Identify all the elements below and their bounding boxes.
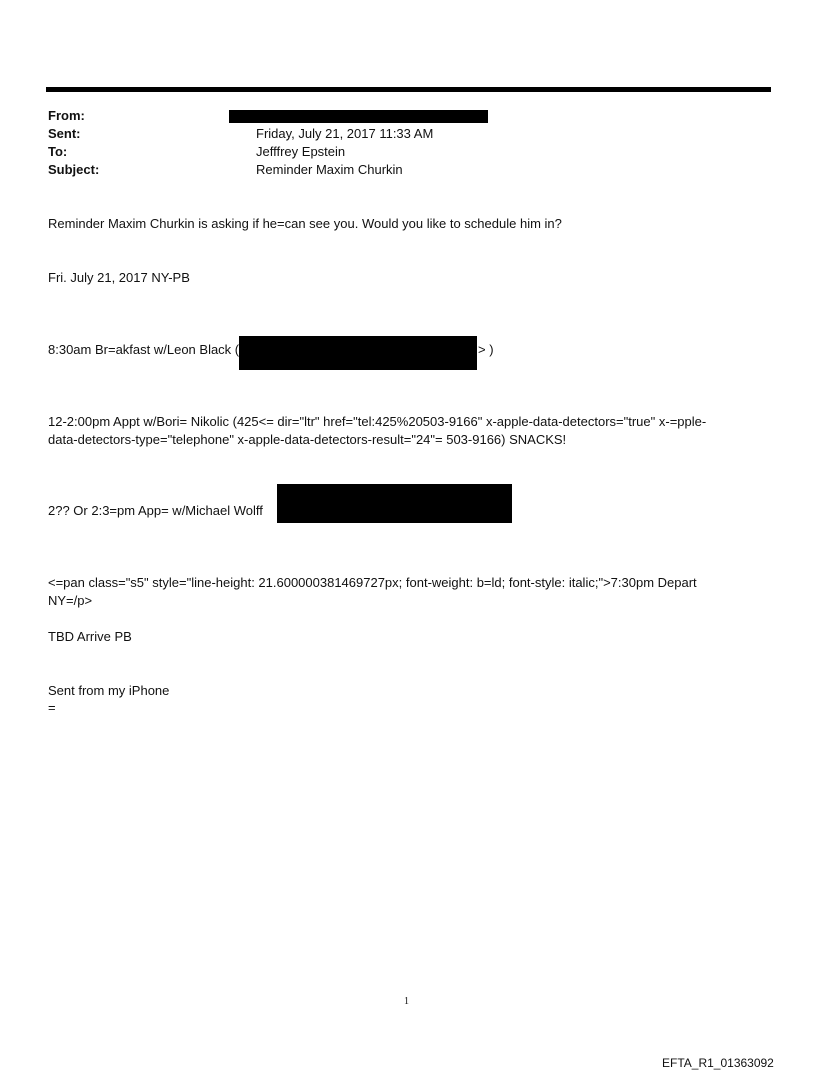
breakfast-redaction xyxy=(239,336,477,370)
body-span-line-1: <=pan class="s5" style="line-height: 21.600000381469727px; font-weight: b=ld; font-style: italic;">7:30pm Depart xyxy=(48,575,697,590)
wolff-redaction xyxy=(277,484,512,523)
body-reminder-line: Reminder Maxim Churkin is asking if he=can see you. Would you like to schedule him in? xyxy=(48,216,562,231)
sent-value: Friday, July 21, 2017 11:33 AM xyxy=(256,126,434,141)
to-label: To: xyxy=(48,144,68,159)
page-number: 1 xyxy=(404,996,409,1007)
body-appt-line-1: 12-2:00pm Appt w/Bori= Nikolic (425<= dir="ltr" href="tel:425%20503-9166" x-apple-data-detectors="true" x-=pple- xyxy=(48,414,707,429)
from-redaction xyxy=(229,110,488,123)
body-span-line-2: NY=/p> xyxy=(48,593,93,608)
body-arrive-line: TBD Arrive PB xyxy=(48,629,132,644)
body-date-line: Fri. July 21, 2017 NY-PB xyxy=(48,270,190,285)
document-id: EFTA_R1_01363092 xyxy=(662,1056,774,1070)
from-label: From: xyxy=(48,108,85,123)
header-rule xyxy=(46,87,771,92)
body-trailing-equals: = xyxy=(48,700,56,715)
subject-value: Reminder Maxim Churkin xyxy=(256,162,403,177)
breakfast-prefix: 8:30am Br=akfast w/Leon Black ( xyxy=(48,342,240,357)
body-signature-line: Sent from my iPhone xyxy=(48,683,170,698)
body-appt-line-2: data-detectors-type="telephone" x-apple-data-detectors-result="24"= 503-9166) SNACKS! xyxy=(48,432,567,447)
body-wolff-line: 2?? Or 2:3=pm App= w/Michael Wolff xyxy=(48,503,263,518)
body-breakfast-line xyxy=(48,341,239,359)
breakfast-suffix: > ) xyxy=(478,342,494,357)
to-value: Jefffrey Epstein xyxy=(256,144,346,159)
sent-label: Sent: xyxy=(48,126,81,141)
subject-label: Subject: xyxy=(48,162,100,177)
